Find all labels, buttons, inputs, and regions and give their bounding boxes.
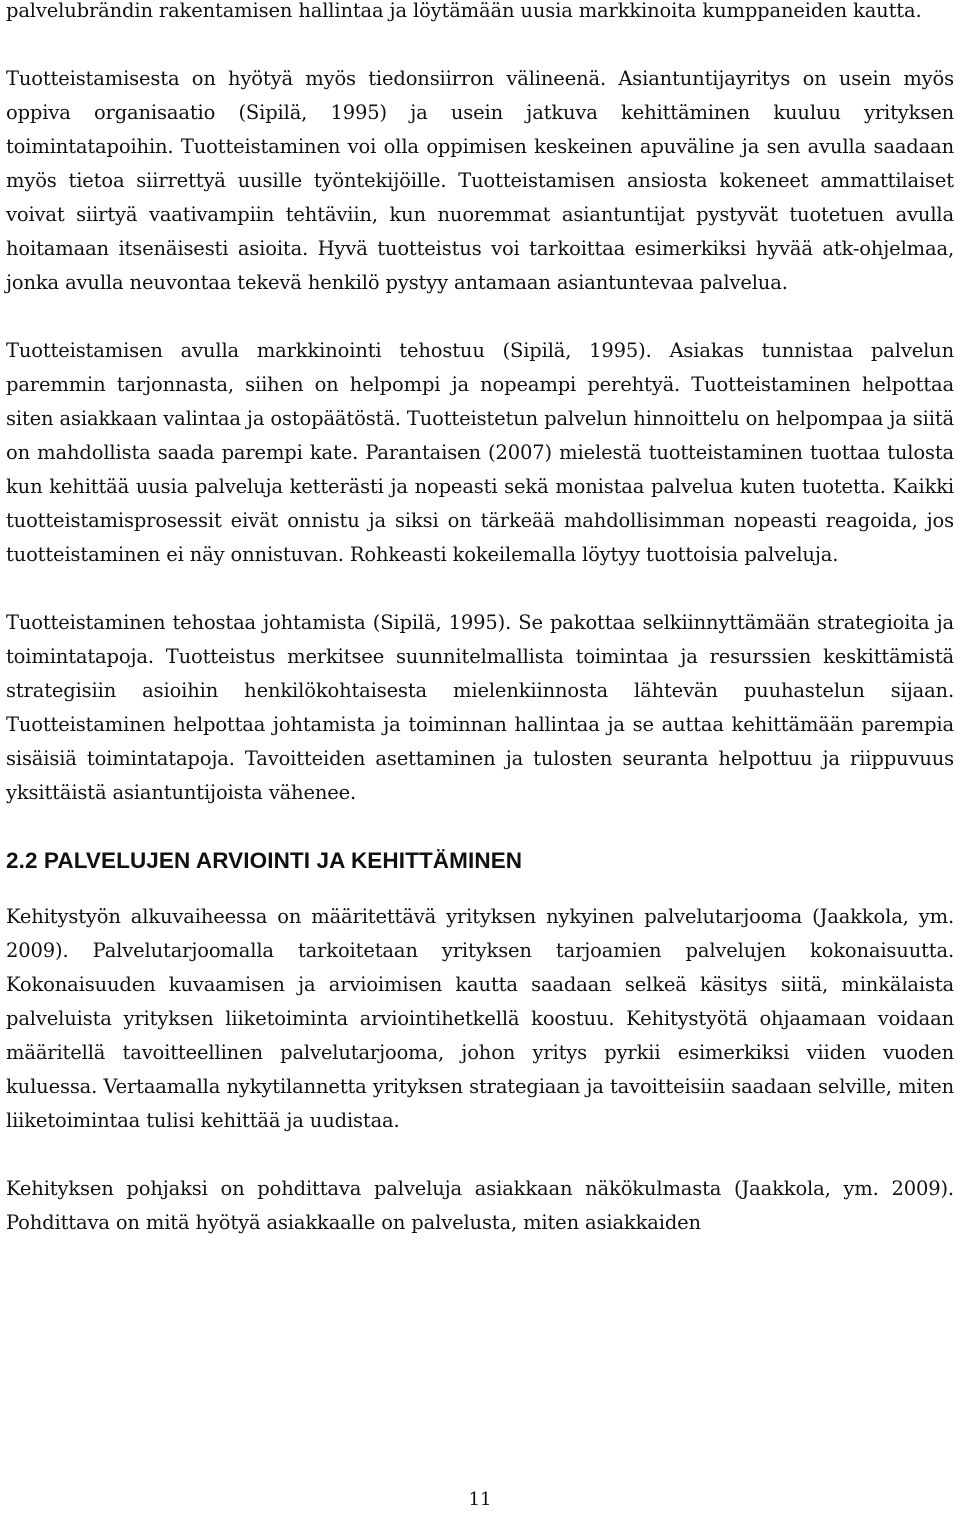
paragraph-knowledge-transfer: Tuotteistamisesta on hyötyä myös tiedonsiirron välineenä. Asiantuntijayritys on usein myös oppiva organisaatio (Sipilä, 1995) ja usein jatkuva kehittäminen kuuluu yrityksen toimintatapoihin. Tuotteistaminen voi olla oppimisen keskeinen apuväline ja sen avulla saadaan myös tietoa siirrettyä uusille työntekijöille. Tuotteistamisen ansiosta kokeneet ammattilaiset voivat siirtyä vaativampiin tehtäviin, kun nuoremmat asiantuntijat pystyvät tuotetuen avulla hoitamaan itsenäisesti asioita. Hyvä tuotteistus voi tarkoittaa esimerkiksi hyvää atk-ohjelmaa, jonka avulla neuvontaa tekevä henkilö pystyy antamaan asiantuntevaa palvelua. [6, 67, 954, 294]
paragraph-marketing: Tuotteistamisen avulla markkinointi tehostuu (Sipilä, 1995). Asiakas tunnistaa palvelun paremmin tarjonnasta, siihen on helpompi ja nopeampi perehtyä. Tuotteistaminen helpottaa siten asiakkaan valintaa ja ostopäätöstä. Tuotteistetun palvelun hinnoittelu on helpompaa ja siitä on mahdollista saada parempi kate. Parantaisen (2007) mielestä tuotteistaminen tuottaa tulosta kun kehittää uusia palveluja ketterästi ja nopeasti sekä monistaa palvelua kuten tuotetta. Kaikki tuotteistamisprosessit eivät onnistu ja siksi on tärkeää mahdollisimman nopeasti reagoida, jos tuotteistaminen ei näy onnistuvan. Rohkeasti kokeilemalla löytyy tuottoisia palveluja. [6, 339, 954, 566]
paragraph-brand-partners: palvelubrändin rakentamisen hallintaa ja löytämään uusia markkinoita kumppaneiden kautta. [6, 0, 922, 22]
paragraph-management: Tuotteistaminen tehostaa johtamista (Sipilä, 1995). Se pakottaa selkiinnyttämään strategioita ja toimintatapoja. Tuotteistus merkitsee suunnitelmallista toimintaa ja resurssien keskittämistä strategisiin asioihin henkilökohtaisesta mielenkiinnosta lähtevän puuhastelun sijaan. Tuotteistaminen helpottaa johtamista ja toiminnan hallintaa ja se auttaa kehittämään parempia sisäisiä toimintatapoja. Tavoitteiden asettaminen ja tulosten seuranta helpottuu ja riippuvuus yksittäistä asiantuntijoista vähenee. [6, 611, 954, 804]
paragraph-customer-perspective: Kehityksen pohjaksi on pohdittava palveluja asiakkaan näkökulmasta (Jaakkola, ym. 2009). Pohdittava on mitä hyötyä asiakkaalle on palvelusta, miten asiakkaiden [6, 1177, 954, 1234]
page-number: 11 [468, 1489, 492, 1510]
document-page [6, 0, 954, 1274]
paragraph-service-offering: Kehitystyön alkuvaiheessa on määritettävä yrityksen nykyinen palvelutarjooma (Jaakkola, ym. 2009). Palvelutarjoomalla tarkoitetaan yrityksen tarjoamien palvelujen kokonaisuutta. Kokonaisuuden kuvaamisen ja arvioimisen kautta saadaan selkeä käsitys siitä, minkälaista palveluista yrityksen liiketoiminta arviointihetkellä koostuu. Kehitystyötä ohjaamaan voidaan määritellä tavoitteellinen palvelutarjooma, johon yritys pyrkii esimerkiksi viiden vuoden kuluessa. Vertaamalla nykytilannetta yrityksen strategiaan ja tavoitteisiin saadaan selville, miten liiketoimintaa tulisi kehittää ja uudistaa. [6, 905, 954, 1132]
section-heading: 2.2 PALVELUJEN ARVIOINTI JA KEHITTÄMINEN [6, 848, 523, 873]
